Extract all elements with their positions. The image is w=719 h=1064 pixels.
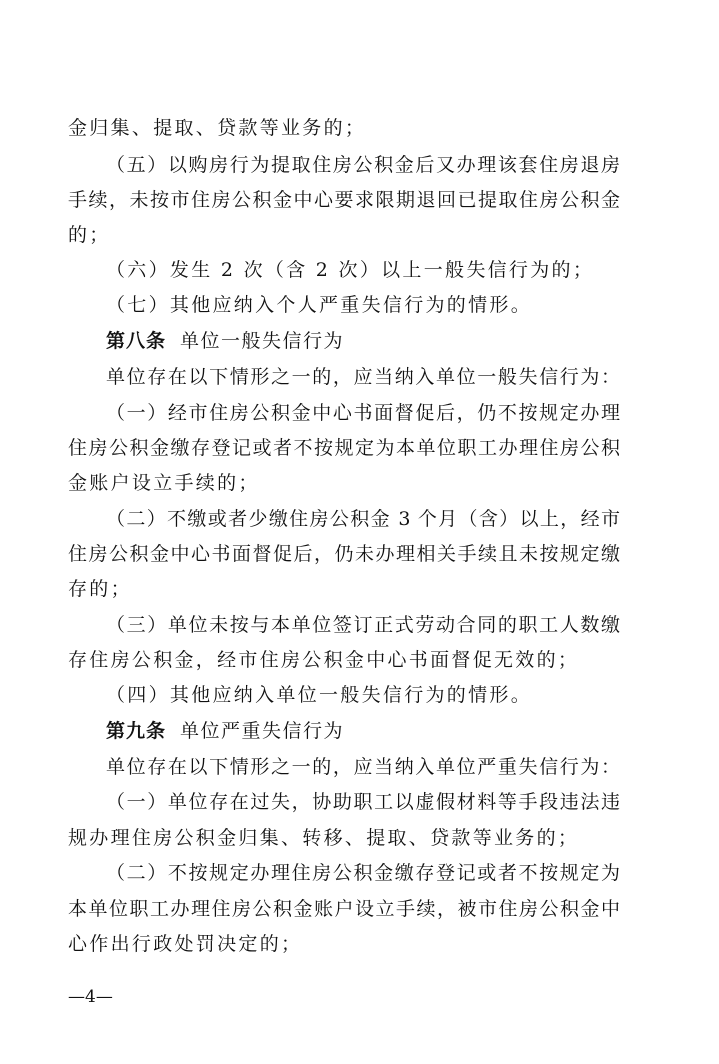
- article-title: 单位严重失信行为: [180, 720, 345, 742]
- paragraph-line: （一）经市住房公积金中心书面督促后，仍不按规定办理: [106, 402, 620, 424]
- paragraph-line: （二）不按规定办理住房公积金缴存登记或者不按规定为: [106, 862, 620, 884]
- paragraph-line: （七）其他应纳入个人严重失信行为的情形。: [106, 294, 533, 316]
- paragraph-line: 心作出行政处罚决定的；: [68, 933, 303, 955]
- paragraph-line: 住房公积金中心书面督促后，仍未办理相关手续且未按规定缴: [68, 543, 620, 565]
- paragraph-line: 单位存在以下情形之一的，应当纳入单位严重失信行为：: [106, 756, 620, 778]
- paragraph-line: 存的；: [68, 578, 132, 600]
- paragraph-line: （二）不缴或者少缴住房公积金 3 个月（含）以上，经市: [106, 508, 620, 530]
- article-heading: [106, 328, 620, 354]
- paragraph-line: 的；: [68, 224, 111, 246]
- article-title: 单位一般失信行为: [180, 330, 345, 352]
- article-number: 第九条: [106, 720, 167, 742]
- article-number: 第八条: [106, 330, 167, 352]
- paragraph-line: 本单位职工办理住房公积金账户设立手续，被市住房公积金中: [68, 898, 620, 920]
- paragraph-line: （五）以购房行为提取住房公积金后又办理该套住房退房: [106, 154, 620, 176]
- article-heading: [106, 718, 620, 744]
- paragraph-line: 金归集、提取、贷款等业务的；: [68, 117, 367, 139]
- paragraph-line: 住房公积金缴存登记或者不按规定为本单位职工办理住房公积: [68, 437, 620, 459]
- paragraph-line: （三）单位未按与本单位签订正式劳动合同的职工人数缴: [106, 614, 620, 636]
- paragraph-line: （六）发生 2 次（含 2 次）以上一般失信行为的；: [106, 259, 595, 281]
- paragraph-line: 单位存在以下情形之一的，应当纳入单位一般失信行为：: [106, 366, 620, 388]
- page-number: —4—: [68, 987, 113, 1007]
- paragraph-line: 金账户设立手续的；: [68, 472, 260, 494]
- paragraph-line: （四）其他应纳入单位一般失信行为的情形。: [106, 684, 533, 706]
- paragraph-line: 存住房公积金，经市住房公积金中心书面督促无效的；: [68, 649, 580, 671]
- paragraph-line: 手续，未按市住房公积金中心要求限期退回已提取住房公积金: [68, 189, 620, 211]
- paragraph-line: 规办理住房公积金归集、转移、提取、贷款等业务的；: [68, 827, 580, 849]
- paragraph-line: （一）单位存在过失，协助职工以虚假材料等手段违法违: [106, 791, 620, 813]
